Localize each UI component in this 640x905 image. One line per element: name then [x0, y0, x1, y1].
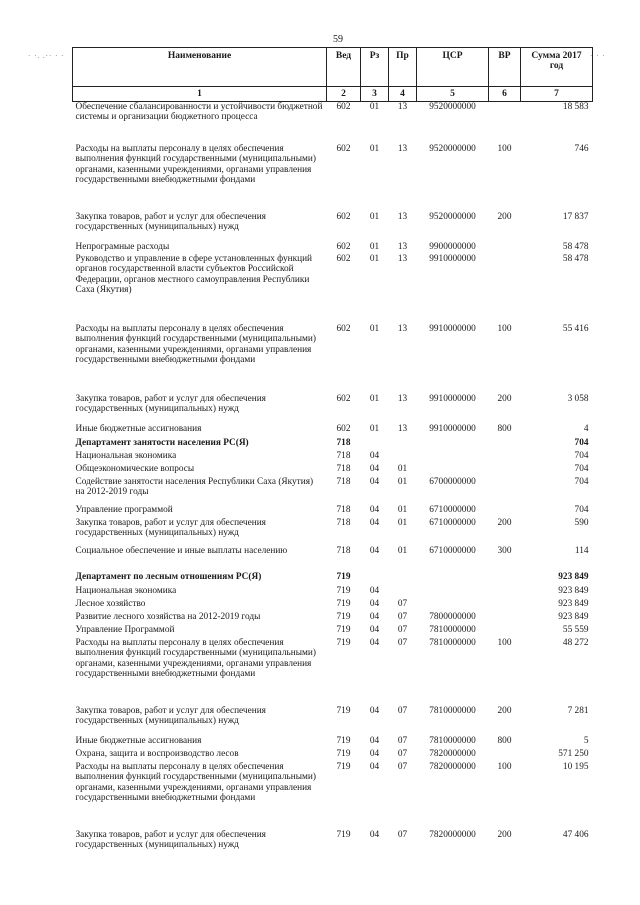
row-name: Управление Программой [75, 625, 175, 635]
row-rz: 01 [369, 102, 380, 112]
row-pr [389, 586, 417, 599]
row-ved: 719 [336, 706, 351, 716]
table-row [73, 254, 593, 324]
row-rz: 01 [369, 394, 380, 404]
row-name: Непрограмные расходы [75, 242, 170, 252]
row-vr: 800 [497, 424, 512, 434]
row-csr: 9520000000 [429, 212, 476, 222]
row-ved: 719 [336, 599, 351, 609]
table-row [73, 518, 593, 546]
row-csr: 6710000000 [429, 505, 476, 515]
column-number: 7 [521, 87, 593, 102]
row-rz: 04 [369, 451, 380, 461]
row-rz: 04 [369, 599, 380, 609]
page-number: 59 [333, 34, 343, 45]
row-ved: 718 [336, 438, 351, 448]
row-name: Закупка товаров, работ и услуг для обеспечения государственных (муниципальных) нужд [75, 394, 266, 415]
scan-artifact-left: · ·. .·· · · [28, 52, 65, 60]
row-pr: 07 [397, 749, 408, 759]
row-sum: 5 [583, 736, 589, 746]
row-rz: 04 [369, 586, 380, 596]
row-csr: 9910000000 [429, 324, 476, 334]
table-row [73, 830, 593, 858]
row-vr: 100 [497, 324, 512, 334]
row-name: Общеэкономические вопросы [75, 464, 195, 474]
row-name: Закупка товаров, работ и услуг для обеспечения государственных (муниципальных) нужд [75, 706, 266, 727]
row-sum: 3 058 [567, 394, 589, 404]
column-number: 4 [389, 87, 417, 102]
row-ved: 718 [336, 451, 351, 461]
row-vr [489, 464, 521, 477]
row-csr [417, 572, 489, 586]
row-sum: 4 [583, 424, 589, 434]
row-rz: 01 [369, 424, 380, 434]
row-vr: 100 [497, 762, 512, 772]
row-vr: 300 [497, 546, 512, 556]
row-csr: 7810000000 [429, 706, 476, 716]
row-ved: 719 [336, 830, 351, 840]
row-pr [389, 451, 417, 464]
row-sum: 571 250 [558, 749, 589, 759]
row-pr: 13 [397, 394, 408, 404]
row-ved: 602 [336, 102, 351, 112]
row-rz: 04 [369, 505, 380, 515]
row-vr: 200 [497, 212, 512, 222]
row-vr [489, 599, 521, 612]
row-sum: 704 [574, 451, 589, 461]
row-name: Департамент занятости населения РС(Я) [75, 438, 249, 448]
row-ved: 718 [336, 505, 351, 515]
row-sum: 7 281 [567, 706, 589, 716]
row-csr: 7820000000 [429, 830, 476, 840]
column-header-rz: Рз [361, 48, 389, 87]
row-name: Обеспечение сбалансированности и устойчивости бюджетной системы и организации бюджетного процесса [75, 102, 323, 123]
row-name: Иные бюджетные ассигнования [75, 736, 202, 746]
row-rz: 04 [369, 464, 380, 474]
row-pr: 07 [397, 625, 408, 635]
column-number: 1 [73, 87, 327, 102]
row-sum: 58 478 [562, 242, 589, 252]
table-row [73, 144, 593, 212]
row-vr [489, 451, 521, 464]
row-pr: 07 [397, 830, 408, 840]
row-rz: 04 [369, 830, 380, 840]
row-ved: 719 [336, 572, 351, 582]
row-ved: 718 [336, 546, 351, 556]
row-sum: 48 272 [562, 638, 589, 648]
row-name: Расходы на выплаты персоналу в целях обеспечения выполнения функций государственными (муниципальными) органами, казенными учреждениями, органами управления государственными внебюджетными фондами [75, 144, 316, 186]
row-rz: 04 [369, 625, 380, 635]
row-vr [489, 242, 521, 254]
table-row [73, 242, 593, 254]
row-pr: 13 [397, 212, 408, 222]
row-rz: 04 [369, 477, 380, 487]
table-row [73, 394, 593, 424]
row-rz: 01 [369, 144, 380, 154]
row-vr [489, 586, 521, 599]
row-ved: 602 [336, 324, 351, 334]
row-ved: 719 [336, 749, 351, 759]
row-csr: 9900000000 [429, 242, 476, 252]
table-row [73, 736, 593, 749]
row-sum: 923 849 [558, 586, 589, 596]
column-header-vr: ВР [489, 48, 521, 87]
row-sum: 746 [574, 144, 589, 154]
row-ved: 719 [336, 612, 351, 622]
row-pr [389, 438, 417, 451]
column-header-csr: ЦСР [417, 48, 489, 87]
row-ved: 602 [336, 212, 351, 222]
row-sum: 58 478 [562, 254, 589, 264]
row-ved: 719 [336, 762, 351, 772]
row-sum: 704 [574, 505, 589, 515]
row-ved: 719 [336, 586, 351, 596]
row-pr [389, 572, 417, 586]
row-sum: 55 559 [562, 625, 589, 635]
row-name: Закупка товаров, работ и услуг для обеспечения государственных (муниципальных) нужд [75, 212, 266, 233]
row-sum: 704 [574, 464, 589, 474]
row-vr: 800 [497, 736, 512, 746]
row-ved: 602 [336, 144, 351, 154]
table-row [73, 451, 593, 464]
table-row [73, 706, 593, 736]
row-pr: 07 [397, 736, 408, 746]
row-pr: 07 [397, 599, 408, 609]
table-row [73, 546, 593, 572]
row-rz: 01 [369, 254, 380, 264]
row-name: Расходы на выплаты персоналу в целях обеспечения выполнения функций государственными (муниципальными) органами, казенными учреждениями, органами управления государственными внебюджетными фондами [75, 638, 316, 680]
table-row [73, 212, 593, 242]
row-rz: 04 [369, 638, 380, 648]
row-pr: 13 [397, 102, 408, 112]
row-ved: 719 [336, 638, 351, 648]
row-pr: 13 [397, 324, 408, 334]
row-sum: 55 416 [562, 324, 589, 334]
column-header-name: Наименование [73, 48, 327, 87]
row-rz: 04 [369, 749, 380, 759]
table-row [73, 102, 593, 145]
table-row [73, 438, 593, 451]
row-vr [489, 572, 521, 586]
row-rz: 04 [369, 612, 380, 622]
header-row [73, 48, 593, 87]
row-ved: 718 [336, 518, 351, 528]
row-vr [489, 505, 521, 518]
row-csr: 9520000000 [429, 102, 476, 112]
scan-artifact-right: · · · [590, 52, 606, 60]
row-csr [417, 599, 489, 612]
row-sum: 923 849 [558, 599, 589, 609]
row-name: Закупка товаров, работ и услуг для обеспечения государственных (муниципальных) нужд [75, 518, 266, 539]
row-name: Иные бюджетные ассигнования [75, 424, 202, 434]
row-pr: 07 [397, 638, 408, 648]
row-sum: 47 406 [562, 830, 589, 840]
row-csr [417, 451, 489, 464]
row-sum: 18 583 [562, 102, 589, 112]
row-rz: 01 [369, 242, 380, 252]
row-vr [489, 477, 521, 505]
row-sum: 10 195 [562, 762, 589, 772]
row-pr: 01 [397, 546, 408, 556]
row-pr: 07 [397, 706, 408, 716]
budget-table [72, 47, 593, 858]
table-row [73, 324, 593, 394]
column-number: 3 [361, 87, 389, 102]
row-vr: 100 [497, 638, 512, 648]
row-name: Национальная экономика [75, 451, 177, 461]
row-pr: 07 [397, 762, 408, 772]
row-csr: 9910000000 [429, 424, 476, 434]
column-number-row [73, 87, 593, 102]
row-ved: 718 [336, 477, 351, 487]
budget-table-body [73, 102, 593, 859]
row-vr [489, 102, 521, 145]
row-sum: 590 [574, 518, 589, 528]
row-name: Содействие занятости населения Республики Саха (Якутия) на 2012-2019 годы [75, 477, 314, 498]
row-name: Лесное хозяйство [75, 599, 146, 609]
row-rz: 01 [369, 212, 380, 222]
row-name: Расходы на выплаты персоналу в целях обеспечения выполнения функций государственными (муниципальными) органами, казенными учреждениями, органами управления государственными внебюджетными фондами [75, 324, 316, 366]
row-pr: 07 [397, 612, 408, 622]
row-vr: 200 [497, 706, 512, 716]
table-row [73, 638, 593, 706]
row-vr [489, 438, 521, 451]
row-vr [489, 612, 521, 625]
table-row [73, 572, 593, 586]
row-csr: 9910000000 [429, 254, 476, 264]
column-header-pr: Пр [389, 48, 417, 87]
row-ved: 602 [336, 424, 351, 434]
row-csr: 6710000000 [429, 518, 476, 528]
row-pr: 13 [397, 424, 408, 434]
row-pr: 13 [397, 254, 408, 264]
row-name: Развитие лесного хозяйства на 2012-2019 годы [75, 612, 261, 622]
column-number: 5 [417, 87, 489, 102]
table-row [73, 612, 593, 625]
column-number: 6 [489, 87, 521, 102]
row-name: Департамент по лесным отношениям РС(Я) [75, 572, 262, 582]
row-ved: 719 [336, 625, 351, 635]
row-csr: 7820000000 [429, 762, 476, 772]
table-row [73, 749, 593, 762]
row-name: Социальное обеспечение и иные выплаты населению [75, 546, 288, 556]
table-row [73, 424, 593, 438]
row-ved: 602 [336, 394, 351, 404]
row-pr: 01 [397, 518, 408, 528]
row-csr: 9910000000 [429, 394, 476, 404]
row-rz: 01 [369, 324, 380, 334]
row-vr: 200 [497, 518, 512, 528]
row-rz [361, 572, 389, 586]
row-name: Руководство и управление в сфере установленных функций органов государственной власти субъектов Российской Федерации, органов местного самоуправления Республики Саха (Якутия) [75, 254, 313, 296]
row-vr [489, 625, 521, 638]
table-row [73, 586, 593, 599]
row-csr: 9520000000 [429, 144, 476, 154]
row-ved: 602 [336, 242, 351, 252]
row-csr: 7800000000 [429, 612, 476, 622]
row-csr: 6710000000 [429, 546, 476, 556]
row-rz: 04 [369, 546, 380, 556]
row-sum: 923 849 [558, 612, 589, 622]
row-pr: 13 [397, 242, 408, 252]
row-csr [417, 586, 489, 599]
row-pr: 13 [397, 144, 408, 154]
row-pr: 01 [397, 464, 408, 474]
row-rz: 04 [369, 706, 380, 716]
row-csr: 7810000000 [429, 638, 476, 648]
row-vr [489, 749, 521, 762]
row-csr: 7810000000 [429, 736, 476, 746]
table-row [73, 464, 593, 477]
row-sum: 704 [574, 477, 589, 487]
row-vr [489, 254, 521, 324]
table-row [73, 625, 593, 638]
row-rz: 04 [369, 518, 380, 528]
row-pr: 01 [397, 477, 408, 487]
row-sum: 17 837 [562, 212, 589, 222]
row-sum: 923 849 [558, 572, 589, 582]
row-pr: 01 [397, 505, 408, 515]
row-csr: 6700000000 [429, 477, 476, 487]
row-rz: 04 [369, 762, 380, 772]
row-csr [417, 464, 489, 477]
row-vr: 100 [497, 144, 512, 154]
row-csr: 7810000000 [429, 625, 476, 635]
table-row [73, 762, 593, 830]
row-rz: 04 [369, 736, 380, 746]
column-header-ved: Вед [327, 48, 361, 87]
column-header-sum: Сумма 2017 год [521, 48, 593, 87]
column-number: 2 [327, 87, 361, 102]
table-row [73, 599, 593, 612]
row-ved: 719 [336, 736, 351, 746]
row-name: Управление программой [75, 505, 173, 515]
row-csr: 7820000000 [429, 749, 476, 759]
row-vr: 200 [497, 830, 512, 840]
row-csr [417, 438, 489, 451]
row-name: Закупка товаров, работ и услуг для обеспечения государственных (муниципальных) нужд [75, 830, 266, 851]
table-row [73, 505, 593, 518]
row-ved: 602 [336, 254, 351, 264]
row-ved: 718 [336, 464, 351, 474]
row-name: Расходы на выплаты персоналу в целях обеспечения выполнения функций государственными (муниципальными) органами, казенными учреждениями, органами управления государственными внебюджетными фондами [75, 762, 316, 804]
row-sum: 704 [574, 438, 589, 448]
row-name: Охрана, защита и воспроизводство лесов [75, 749, 239, 759]
row-vr: 200 [497, 394, 512, 404]
row-rz [361, 438, 389, 451]
row-sum: 114 [574, 546, 589, 556]
table-row [73, 477, 593, 505]
row-name: Национальная экономика [75, 586, 177, 596]
